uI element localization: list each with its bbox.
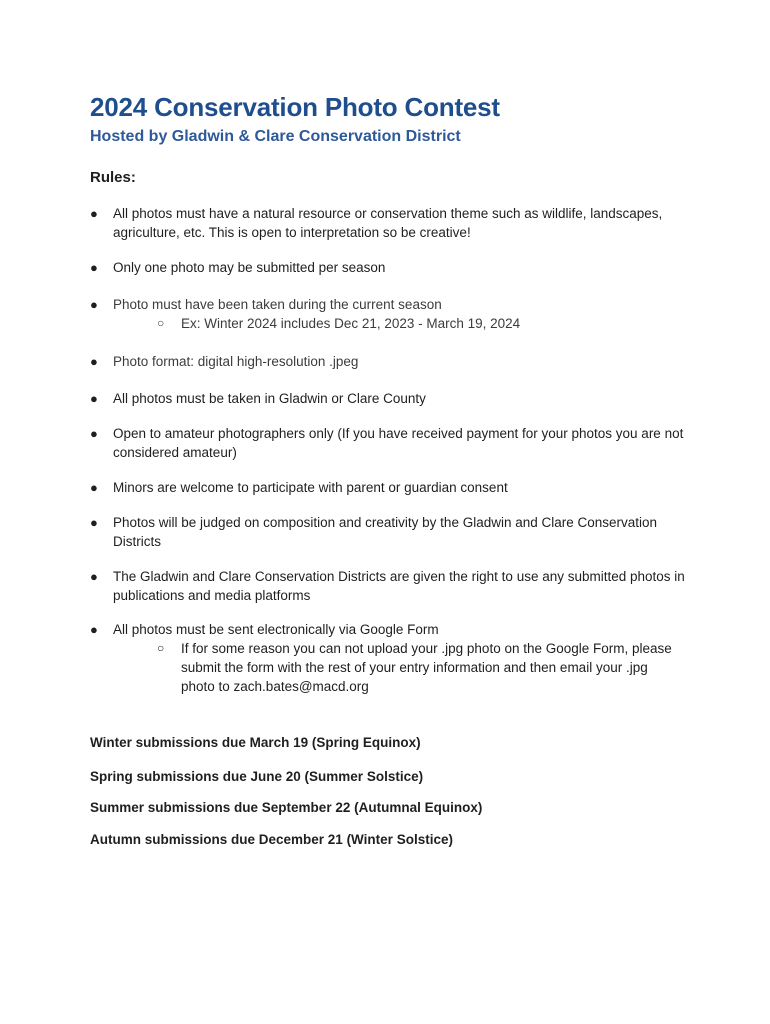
deadline-winter: Winter submissions due March 19 (Spring Equinox) [90,735,421,750]
deadline-autumn: Autumn submissions due December 21 (Winter Solstice) [90,832,453,847]
rule-item [90,295,690,333]
rule-text: The Gladwin and Clare Conservation Districts are given the right to use any submitted photos in publications and media platforms [113,569,685,603]
rules-heading: Rules: [90,169,136,186]
rule-item [90,424,690,462]
rule-text: Photos will be judged on composition and creativity by the Gladwin and Clare Conservation Districts [113,515,658,549]
rule-text: Photo format: digital high-resolution .jpeg [113,354,359,369]
rule-text: All photos must be taken in Gladwin or Clare County [113,391,426,406]
bullet-icon: ● [90,622,98,637]
rule-item [90,478,690,497]
bullet-icon: ● [90,569,98,584]
bullet-icon: ● [90,206,98,221]
bullet-icon: ● [90,297,98,312]
rule-item [90,620,690,696]
bullet-icon: ● [90,391,98,406]
page-subtitle: Hosted by Gladwin & Clare Conservation District [90,128,461,145]
sub-rule-item [157,314,690,333]
bullet-icon: ● [90,426,98,441]
sub-rule-item [157,639,681,696]
sub-bullet-icon: ○ [157,641,165,655]
bullet-icon: ● [90,480,98,495]
rule-item [90,389,690,408]
rule-item [90,513,690,551]
sub-rule-text: Ex: Winter 2024 includes Dec 21, 2023 - March 19, 2024 [181,316,521,331]
rule-text: Minors are welcome to participate with parent or guardian consent [113,480,508,495]
bullet-icon: ● [90,515,98,530]
bullet-icon: ● [90,354,98,369]
deadline-summer: Summer submissions due September 22 (Autumnal Equinox) [90,800,483,815]
rule-text: Open to amateur photographers only (If you have received payment for your photos you are not considered amateur) [113,426,684,460]
rule-text: All photos must be sent electronically via Google Form [113,622,439,637]
rule-item [90,567,690,605]
rule-text: Photo must have been taken during the current season [113,297,442,312]
rule-item [90,204,690,242]
deadline-spring: Spring submissions due June 20 (Summer Solstice) [90,769,424,784]
rule-text: Only one photo may be submitted per season [113,260,386,275]
rule-item [90,258,690,277]
page-title: 2024 Conservation Photo Contest [90,92,500,122]
sub-bullet-icon: ○ [157,316,165,330]
sub-rule-text: If for some reason you can not upload your .jpg photo on the Google Form, please submit the form with the rest of your entry information and then email your .jpg photo to zach.bates@macd.org [181,641,672,694]
rule-item [90,352,690,371]
bullet-icon: ● [90,260,98,275]
rule-text: All photos must have a natural resource or conservation theme such as wildlife, landscapes, agriculture, etc. This is open to interpretation so be creative! [113,206,663,240]
